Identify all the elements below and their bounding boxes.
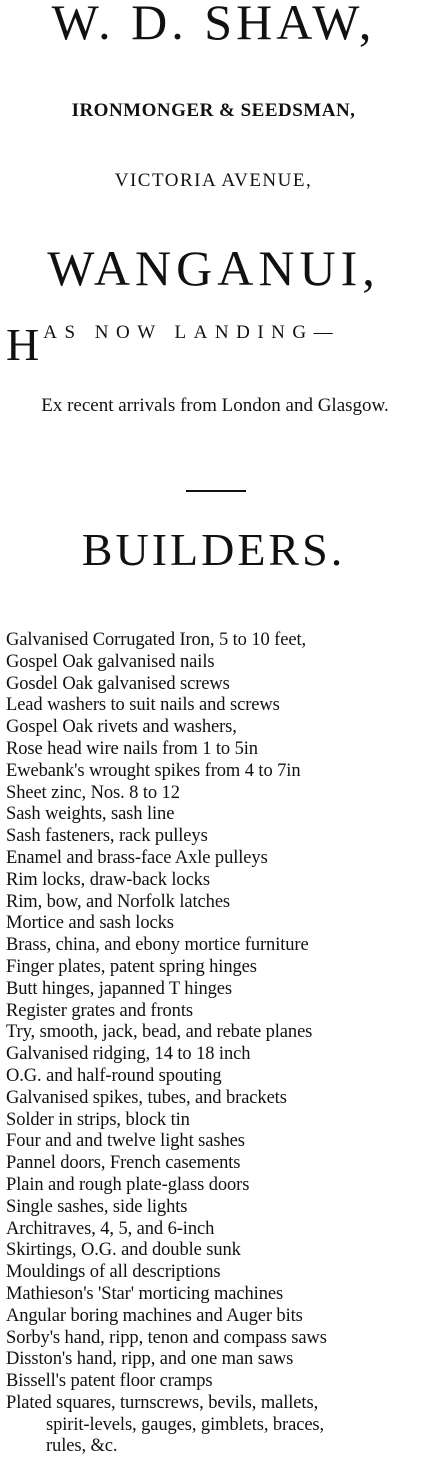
list-item-continuation: spirit-levels, gauges, gimblets, braces, — [46, 1414, 325, 1435]
section-heading: BUILDERS. — [81, 524, 346, 575]
list-item: Mortice and sash locks — [6, 913, 174, 934]
list-item: Angular boring machines and Auger bits — [6, 1305, 303, 1326]
list-item: Galvanised Corrugated Iron, 5 to 10 feet, — [6, 630, 307, 650]
list-item: Mouldings of all descriptions — [6, 1262, 221, 1283]
drop-cap-initial: H — [6, 319, 40, 370]
list-item: Solder in strips, block tin — [6, 1109, 190, 1130]
list-item: Plain and rough plate-glass doors — [6, 1174, 250, 1195]
list-item: Gospel Oak galvanised nails — [6, 651, 215, 672]
list-item: Rim locks, draw-back locks — [6, 869, 210, 890]
divider-rule — [186, 490, 246, 492]
firm-name: W. D. SHAW, — [51, 0, 376, 50]
list-item: Skirtings, O.G. and double sunk — [6, 1240, 241, 1261]
list-item: Gosdel Oak galvanised screws — [6, 673, 230, 694]
list-item: Four and and twelve light sashes — [6, 1131, 245, 1152]
list-item: Butt hinges, japanned T hinges — [6, 978, 233, 999]
list-item: O.G. and half-round spouting — [6, 1065, 222, 1086]
list-item: Lead washers to suit nails and screws — [6, 695, 280, 716]
list-item: Single sashes, side lights — [6, 1196, 188, 1217]
list-item: Pannel doors, French casements — [6, 1153, 241, 1174]
list-item: Sorby's hand, ripp, tenon and compass saws — [6, 1327, 327, 1348]
list-item: Rim, bow, and Norfolk latches — [6, 891, 231, 912]
landing-announcement — [6, 319, 341, 370]
list-item: Architraves, 4, 5, and 6-inch — [6, 1218, 215, 1239]
list-item: Enamel and brass-face Axle pulleys — [6, 847, 268, 868]
landing-text: AS NOW LANDING— — [43, 322, 341, 343]
list-item: Sash fasteners, rack pulleys — [6, 826, 208, 847]
trade-description: IRONMONGER & SEEDSMAN, — [71, 100, 356, 121]
list-item: Try, smooth, jack, bead, and rebate planes — [6, 1022, 313, 1043]
arrivals-note: Ex recent arrivals from London and Glasgow. — [41, 395, 389, 416]
list-item: Finger plates, patent spring hinges — [6, 956, 257, 977]
town-name: WANGANUI, — [47, 240, 380, 296]
list-item-continuation: rules, &c. — [46, 1436, 118, 1457]
list-item: Galvanised ridging, 14 to 18 inch — [6, 1044, 251, 1065]
list-item: Ewebank's wrought spikes from 4 to 7in — [6, 760, 301, 781]
list-item: Brass, china, and ebony mortice furniture — [6, 935, 309, 956]
list-item: Disston's hand, ripp, and one man saws — [6, 1349, 294, 1370]
list-item: Register grates and fronts — [6, 1000, 193, 1021]
list-item: Plated squares, turnscrews, bevils, mallets, — [6, 1392, 319, 1413]
list-item: Mathieson's 'Star' morticing machines — [6, 1283, 284, 1304]
list-item: Sash weights, sash line — [6, 804, 175, 825]
list-item: Bissell's patent floor cramps — [6, 1371, 213, 1392]
list-item: Sheet zinc, Nos. 8 to 12 — [6, 782, 180, 803]
list-item: Rose head wire nails from 1 to 5in — [6, 738, 258, 759]
goods-list — [6, 630, 427, 1458]
list-item: Galvanised spikes, tubes, and brackets — [6, 1087, 287, 1108]
street-address: VICTORIA AVENUE, — [114, 170, 313, 191]
list-item: Gospel Oak rivets and washers, — [6, 717, 237, 738]
